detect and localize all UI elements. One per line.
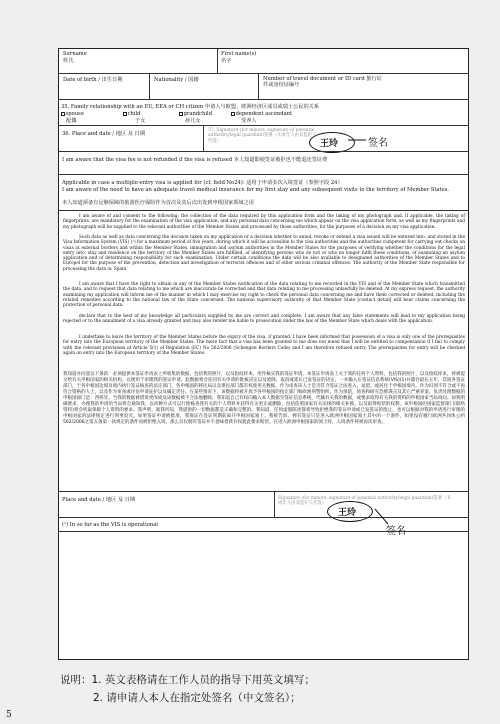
signature-callout-2: 签名: [386, 526, 406, 537]
option-spouse[interactable]: spouse: [61, 111, 84, 117]
family-relationship-title: 35. Family relationship with an EU, EEA or CH citizen 申请人与欧盟、欧洲经济区成员或瑞士公民的关系: [61, 104, 320, 110]
option-cn: 孙儿女: [185, 118, 201, 124]
declaration-paragraph: declare that to the best of my knowledge all particulars supplied by me are correct and complete. I am aware that any false statements will lead to my application being rejected or to the annulment of a visa already granted and may also render me liable to prosecution under the law of the Member State which deals with the application.: [63, 314, 465, 325]
refund-notice: I am aware that the visa fee is not refunded if the visa is refused 本人知道即使签证被拒也不能退还签证费: [62, 157, 328, 163]
signature-label: 37. Signature (for minors, signature of parental authority/legal guardian)签署（未成年人由其监护人代签）: [208, 128, 317, 144]
multi-entry-notice: Applicable in case a multiple-entry visa is applied for (cf. field No24): 适用于申请多次入境签证（参照字段 24）: [62, 180, 343, 186]
nationality-label: Nationality / 国籍: [154, 77, 199, 83]
signature-2: 王玲: [338, 508, 357, 518]
signature-1: 王玲: [320, 139, 339, 149]
option-cn: 受养人: [241, 118, 257, 124]
insurance-notice-cn: 本人知道须备有足够保障的旅游医疗保险作为首次及其后次出发到申根国家领域之用: [62, 200, 254, 206]
surname-cn-label: 姓氏: [63, 58, 74, 64]
first-name-cn-label: 名字: [221, 58, 232, 64]
undertaking-paragraph: I undertake to leave the territory of the Member States before the expiry of the visa, if granted. I have been informed that possession of a visa is only one of the prerequisites for entry into the European territory of the Member States. The mere fact that a visa has been granted to me does not mean that I will be entitled to compensation if I fail to comply with the relevant provisions of Article 5(1) of Regulation (EC) No 562/2006 (Schengen Borders Code) and I am therefore refused entry. The prerequisites for entry will be checked again on entry into the European territory of the Member States.: [63, 335, 465, 356]
insurance-notice: I am aware of the need to have an adequate travel medical insurance for my first stay and any subsequent visits to the territory of Member States.: [62, 187, 450, 193]
option-cn: 配偶: [66, 118, 77, 124]
footnote: (¹) In so far as the VIS is operational: [62, 522, 158, 528]
vis-paragraph: Such data as well as data concerning the decision taken on my application or a decision whether to annul, revoke or extend a visa issued will be entered into, and stored in the Visa Information System (VIS) (¹) for a maximum period of five years, during which it will be accessible to the visa authorities and the authorities competent for carrying out checks on visas at external borders and within the Member States, immigration and asylum authorities in the Member States for the purposes of verifying whether the conditions for the legal entry into, stay and residence on the territory of the Member States are fulfilled, of identifying persons who do not or who no longer fulfil these conditions, of examining an asylum application and of determining responsibility for such examination. Under certain conditions the data will be also available to designated authorities of the Member States and to Europol for the purpose of the prevention, detection and investigation of terrorist offences and of other serious criminal offences. The authority of the Member State responsible for processing the data is: Spain: [63, 235, 465, 272]
first-name-label: First name(s): [221, 51, 257, 57]
place-date-label-2: Place and date / 地区 及 日期: [62, 497, 136, 503]
travel-doc-label: Number of travel document or ID card 旅行证件或身份证编号: [263, 76, 382, 89]
signature-callout-1: 签名: [368, 138, 388, 149]
consent-paragraph-cn: 我知道并同意以下条款：必须提供本签证申请表上所收集的数据，包括我的照片，以及指纹样本，用作核实我的签证申请。本签证申请表上关于我的任何个人资料，包括我的照片，以及指纹样本，将被提交给有关申根国家的相关机构，以便用于审理我的签证申请。此数据将会连同有关申请的批核决定以及废除，取消或延长已发签证的决定，一并输入在签证信息系统(VIS)(1)并储存最长五年，其间各签证部门，于各申根国边境及境内执行签证核查的法定部门，各申根国的移民局以及难民部门都有权使用关数据，作为审查该人士是否符合签证合法进入，逗留，或居住于申根国境内，作为识别不符合或不再符合资格的人士，以及作为审查或评估申请庇护以及确定责任。在某些情况下，该数据将被开放予各申根国的指定部门和欧洲刑警组织，作为预防，侦查和研究恐怖袭击及其它严重罪案。负责处理数据的申根国部门是：西班牙。当我的数据被错误更改或及该数据被不合法地删除，我知道自己有权向输入本人数据至签证信息系统，代输有关我的数据，或要求取得有关我的资料的申根国家当局询问。如我明确要求，办理我的申请的当局将会通知我，以何种方式可以行使核查我有关的个人资料并获得有关更正或删除，包括依照国家有关法律的相关补救。以及取得赔偿的权利。该申根国的国家监督部门(联络资料)将会听取保障个人资料的要求。我声明，就我所知，我提供的一切数据都是正确和完整的。我知道，任何虚假陈述都将导致拒绝我的签证申请或已发签证的废止，也可以根据对我的申请进行审理的申根国家的法律规定进行刑事追究。如果签证申请被批准，我保证在签证到期前离开申根国家领土。我被告诉，拥有签证只是进入欧洲申根国家领土其中的一个条件，如果没有履行欧洲共同体公约562/2006之第五条第一款规定的条件而被拒绝入境，那么仅仅拥有签证并不意味着我有权就此要求赔偿。在进入欧洲申根国家的领土时，入境条件将被再次审查。: [63, 372, 465, 425]
dob-label: Date of birth / 出生日期: [63, 77, 123, 83]
option-child[interactable]: child: [123, 111, 140, 117]
signature-label-2: Signature (for minors, signature of parental authority/legal guardian)签署（未成年人由其监护人代签）: [278, 496, 451, 507]
option-dependent-ascendant[interactable]: dependent ascendant: [231, 111, 292, 117]
place-date-label: 36. Place and date / 地区 及 日期: [62, 131, 146, 137]
rights-paragraph: I am aware that I have the right to obtain in any of the Member States notification of the data relating to me recorded in the VIS and of the Member State which transmitted the data, and to request that data relating to me which are inaccurate be corrected and that data relating to me processing unlawfully be deleted. At my express request, the authority examining my application will inform me of the manner in which I may exercise my right to check the personal data concerning me and have them corrected or deleted, including the related remedies according to the national law of the State concerned. The national supervisory authority of that Member State [contact detail] will hear claims concerning the protection of personal data.: [63, 282, 465, 308]
option-grandchild[interactable]: grandchild: [179, 111, 212, 117]
instruction-line-2: 2. 请申请人本人在指定处签名（中文签名）；: [93, 692, 301, 704]
page-number: 5: [6, 710, 12, 720]
option-cn: 子女: [135, 118, 146, 124]
consent-paragraph: I am aware of and consent to the following: the collection of the data required by this application form and the taking of my photograph and, if applicable, the taking of fingerprints, are mandatory for the examination of the visa application; and any personal data concerning me which appear on the visa application form, as well as my fingerprints and my photograph will be supplied to the relevant authorities of the Member States and processed by those authorities, for the purposes of a decision on my visa application.: [63, 214, 465, 230]
surname-label: Surname: [63, 51, 87, 57]
instruction-line-1: 说明：1. 英文表格请在工作人员的指导下用英文填写；: [60, 674, 315, 686]
